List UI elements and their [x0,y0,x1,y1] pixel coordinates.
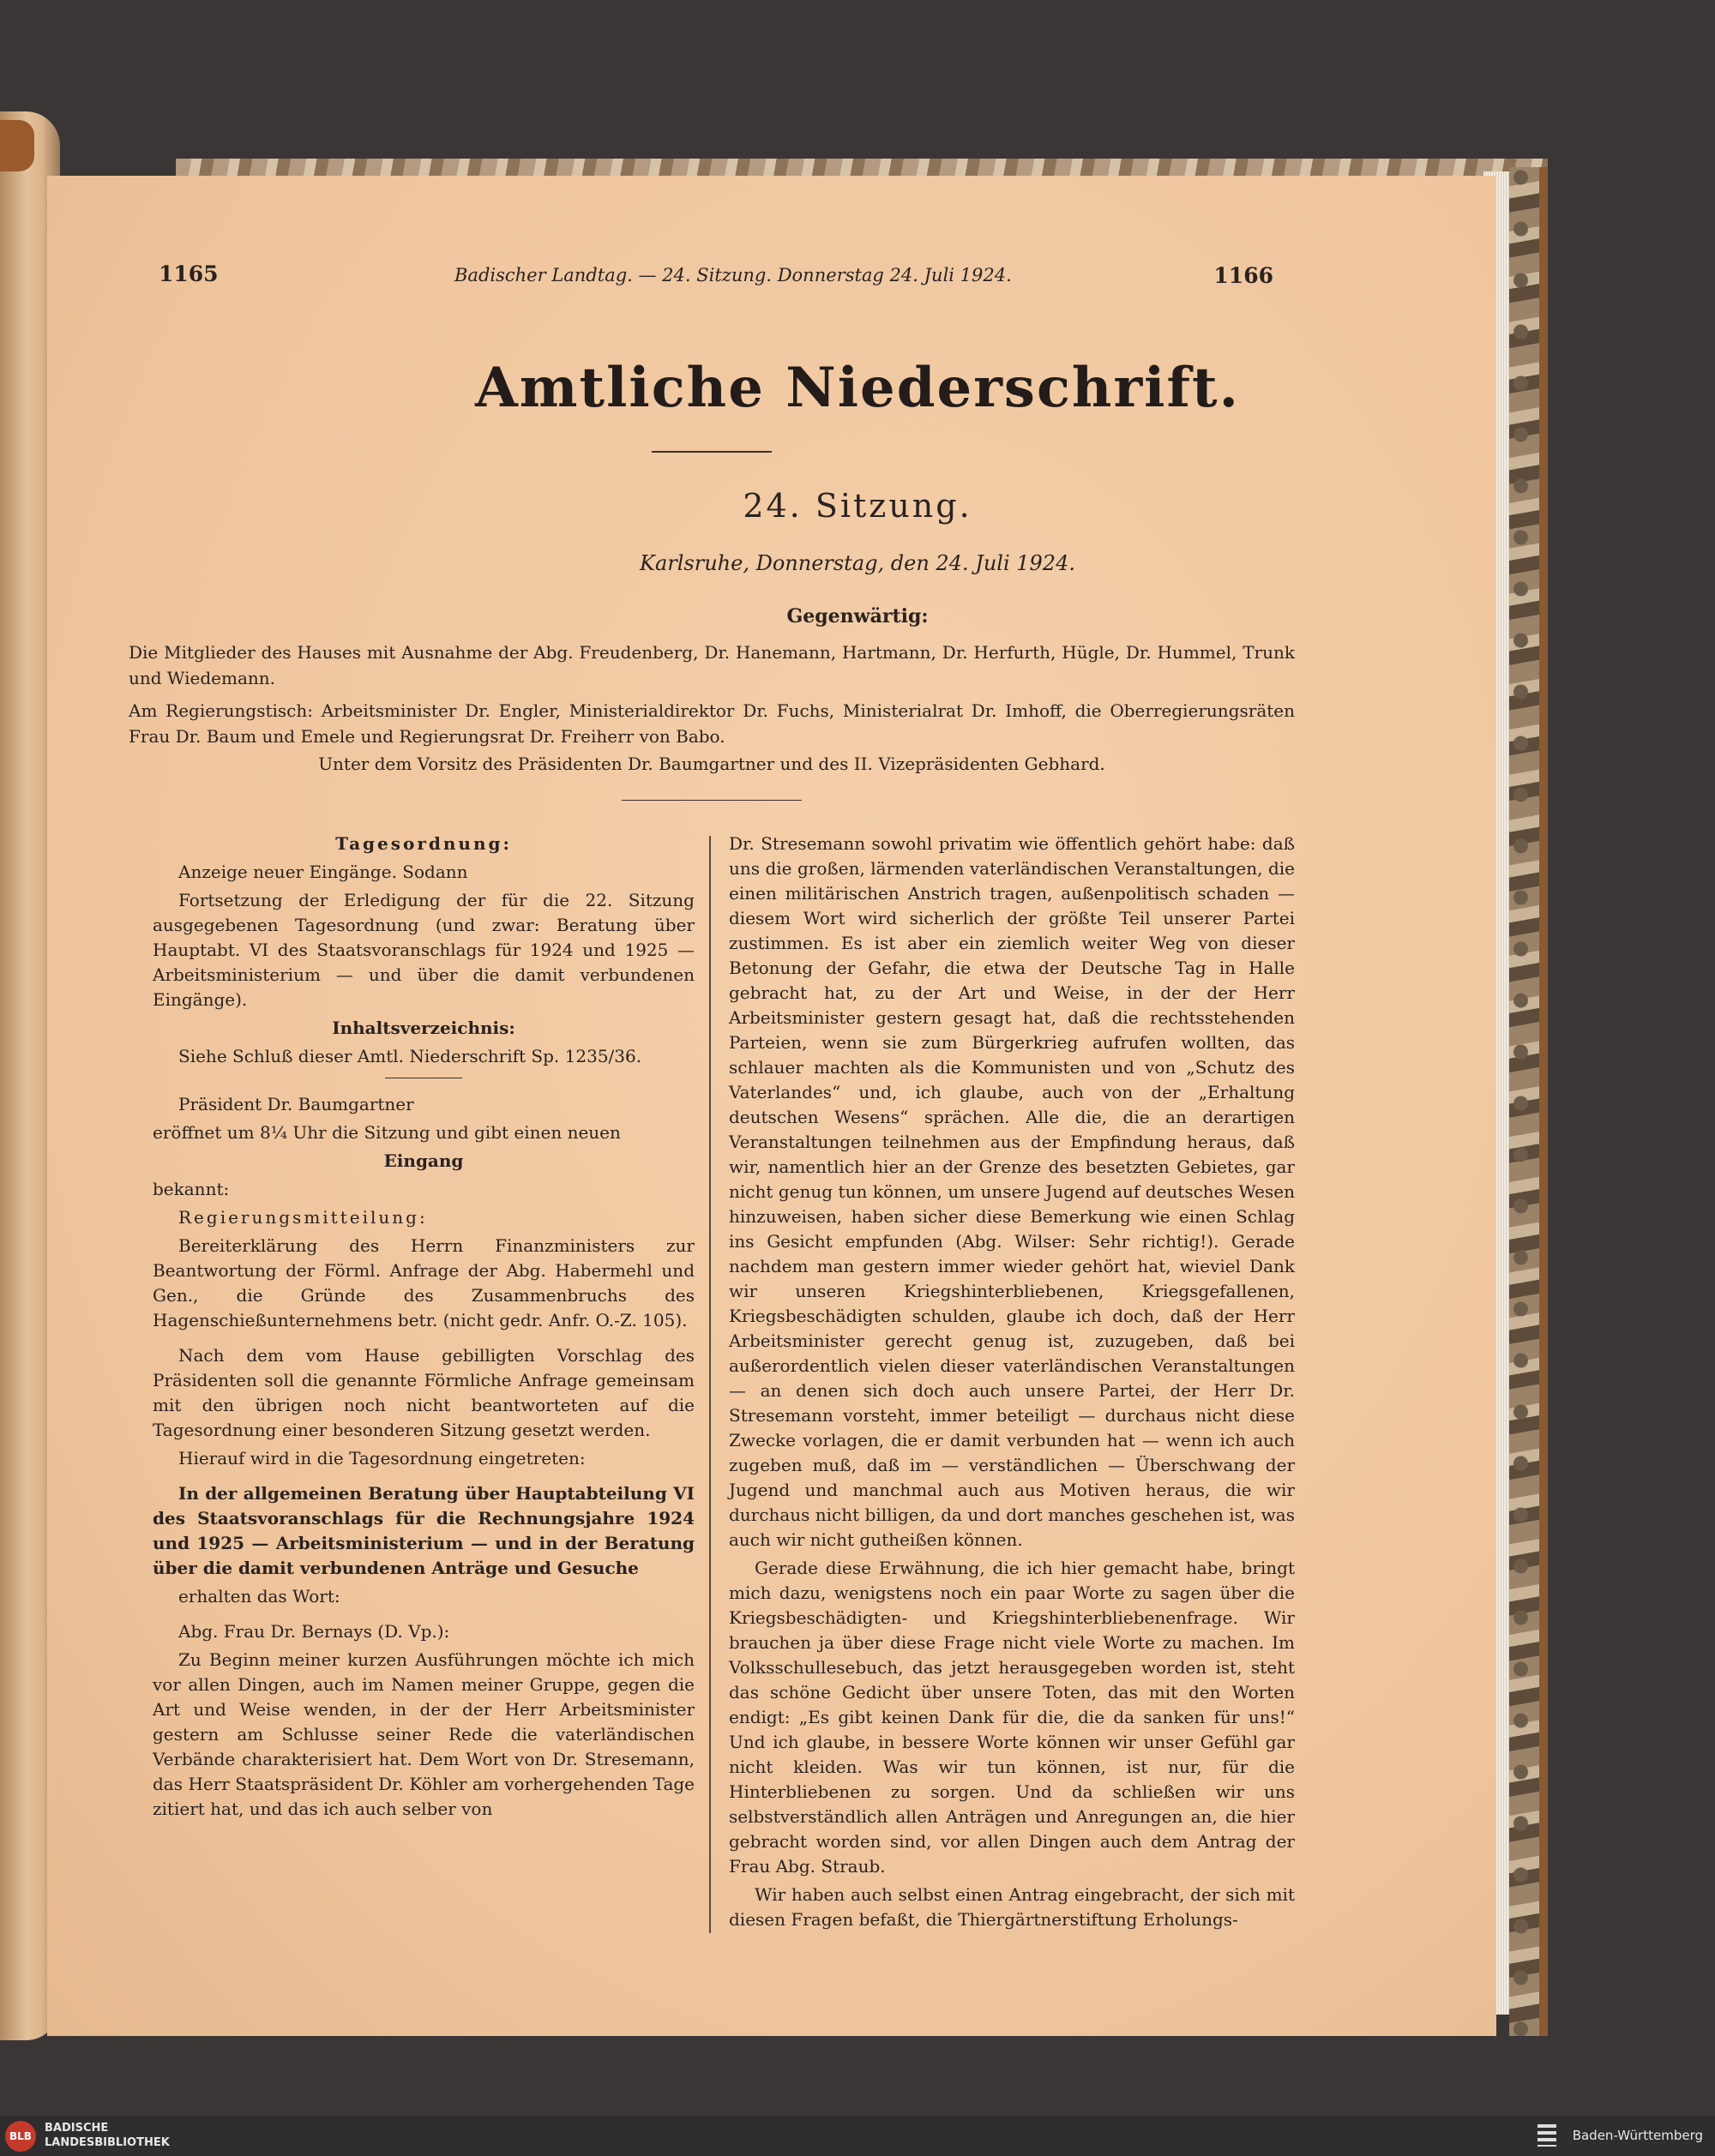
place-date: Karlsruhe, Donnerstag, den 24. Juli 1924. [640,551,1075,575]
page-header [159,261,1273,296]
right-column [729,832,1295,1936]
document-title: Amtliche Niederschrift. [475,356,1240,420]
erhalten-text: erhalten das Wort: [178,1586,340,1606]
library-name-line1: BADISCHE [45,2122,109,2135]
index-heading: Inhaltsverzeichnis: [332,1018,515,1038]
board-edge [1539,167,1548,2036]
page-number-right: 1166 [1213,263,1273,288]
opening-text: eröffnet um 8¼ Uhr die Sitzung und gibt einen neuen [153,1122,621,1143]
hierauf-text: Hierauf wird in die Tagesordnung eingetreten: [178,1448,586,1468]
speech-paragraph-1: Dr. Stresemann sowohl privatim wie öffentlich gehört habe: daß uns die großen, lärmenden vaterländischen Veranstaltungen, die einen militärischen Anstrich tragen, außenpolitisch schaden — diesem Wort wird sicherlich der größte Teil unserer Partei zustimmen. Es ist aber ein ziemlich weiter Weg von dieser Betonung der Gefahr, die etwa der Deutsche Tag in Halle gebracht hat, zu der Art und Weise, in der der Herr Arbeitsminister gestern gesagt hat, daß die rechtsstehenden Parteien, wenn sie zum Bürgerkrieg aufrufen wollten, das schlauer machten als die Kommunisten und von „Schutz des Vaterlandes“ und, ich glaube, auch von der „Erhaltung deutschen Wesens“ sprächen. Alle die, die an derartigen Veranstaltungen teilnehmen aus der Empfindung heraus, daß wir, namentlich hier an der Grenze des besetzten Gebietes, gar nicht genug tun können, um unsere Jugend auf deutsches Wesen hinzuweisen, haben sicher diese Bemerkung wie einen Schlag ins Gesicht empfunden (Abg. Wilser: Sehr richtig!). Gerade nachdem man gestern immer wieder gehört hat, wieviel Dank wir unseren Kriegshinterbliebenen, Kriegsgefallenen, Kriegsbeschädigten schulden, glaube ich doch, daß der Herr Arbeitsminister gerecht genug ist, zuzugeben, daß bei außerordentlich vielen dieser vaterländischen Veranstaltungen — an denen sich doch auch unsere Partei, der Herr Dr. Stresemann vorsteht, immer beteiligt — durchaus nicht diese Zwecke vorlagen, die er damit verbunden hat — wenn ich auch zugeben muß, daß im — verständlichen — Überschwang der Jugend und manchmal auch aus Motiven heraus, die wir durchaus nicht billigen, da und dort manches geschehen ist, was auch wir nicht gutheißen können. [729,833,1295,1550]
left-column [153,832,695,1825]
library-name [45,2121,170,2150]
session-title: 24. Sitzung. [743,487,972,525]
viewer-footer [0,2116,1715,2156]
speaker-name: Abg. Frau Dr. Bernays (D. Vp.): [178,1621,450,1642]
blb-logo[interactable]: BLB [5,2121,36,2152]
running-title: Badischer Landtag. — 24. Sitzung. Donnerstag 24. Juli 1924. [454,265,1012,285]
section-rule [622,800,802,801]
speech-paragraph-3: Wir haben auch selbst einen Antrag eingebracht, der sich mit diesen Fragen befaßt, die Thiergärtnerstiftung Erholungs- [729,1884,1295,1930]
library-name-line2: LANDESBIBLIOTHEK [45,2136,170,2149]
government-notice-heading: Regierungsmitteilung: [178,1207,428,1228]
state-logo-text[interactable]: Baden-Württemberg [1572,2128,1703,2143]
agenda-item-1: Anzeige neuer Eingänge. Sodann [178,862,468,882]
index-text: Siehe Schluß dieser Amtl. Niederschrift Sp. 1235/36. [178,1046,642,1066]
eingang-heading: Eingang [383,1150,464,1171]
speech-text: Zu Beginn meiner kurzen Ausführungen möchte ich mich vor allen Dingen, auch im Namen meiner Gruppe, gegen die Art und Weise wenden, in der der Herr Arbeitsminister gestern am Schlusse seiner Rede die vaterländischen Verbände charakterisiert hat. Dem Wort von Dr. Stresemann, das Herr Staatspräsident Dr. Köhler am vorhergehenden Tage zitiert hat, und das ich auch selber von [153,1649,695,1819]
present-government: Am Regierungstisch: Arbeitsminister Dr. Engler, Ministerialdirektor Dr. Fuchs, Ministerialrat Dr. Imhoff, die Oberregierungsräten Frau Dr. Baum und Emele und Regierungsrat Dr. Freiherr von Babo. [129,700,1295,747]
president-name: Präsident Dr. Baumgartner [178,1094,414,1114]
speech-paragraph-2: Gerade diese Erwähnung, die ich hier gemacht habe, bringt mich dazu, wenigstens noch ein paar Worte zu sagen über die Kriegsbeschädigten- und Kriegshinterbliebenenfrage. Wir brauchen ja über diese Frage nicht viele Worte zu machen. Im Volksschullesebuch, das jetzt herausgegeben worden ist, steht das schöne Gedicht über unsere Toten, das mit den Worten endigt: „Es gibt keinen Dank für die, die da sanken für uns!“ Und ich glaube, in bessere Worte können wir unser Gefühl gar nicht kleiden. Was wir tun können, ist nur, für die Hinterbliebenen zu sorgen. Und da schließen wir uns selbstverständlich allen Anträgen und Anregungen an, die hier gebracht worden sind, vor allen Dingen auch dem Antrag der Frau Abg. Straub. [729,1558,1295,1877]
bookmark-ribbon [0,120,34,171]
agenda-item-2: Fortsetzung der Erledigung der für die 22. Sitzung ausgegebenen Tagesordnung (und zwar: Beratung über Hauptabt. VI des Staatsvoranschlags für 1924 und 1925 — Arbeitsministerium — und über die damit verbundenen Eingänge). [153,890,695,1010]
bekannt-text: bekannt: [153,1179,230,1199]
agenda-heading: Tagesordnung: [335,833,512,854]
column-separator [709,836,711,1933]
coat-of-arms-icon [1537,2124,1556,2147]
present-heading: Gegenwärtig: [786,605,929,628]
present-members: Die Mitglieder des Hauses mit Ausnahme der Abg. Freudenberg, Dr. Hanemann, Hartmann, Dr. Herfurth, Hügle, Dr. Hummel, Trunk und Wiedemann. [129,642,1295,688]
title-rule [652,451,772,453]
proposal-text: Nach dem vom Hause gebilligten Vorschlag des Präsidenten soll die genannte Förmliche Anfrage gemeinsam mit den übrigen noch nicht beantworteten auf die Tagesordnung einer besonderen Sitzung gesetzt werden. [153,1345,695,1440]
page-number-left: 1165 [159,261,219,286]
government-notice-text: Bereiterklärung des Herrn Finanzministers zur Beantwortung der Förml. Anfrage der Abg. Habermehl und Gen., die Gründe des Zusammenbruchs des Hagenschießunternehmens betr. (nicht gedr. Anfr. O.-Z. 105). [153,1235,695,1330]
debate-text: In der allgemeinen Beratung über Hauptabteilung VI des Staatsvoranschlags für die Rechnungsjahre 1924 und 1925 — Arbeitsministerium — und in der Beratung über die damit verbundenen Anträge und Gesuche [153,1483,695,1578]
present-chair: Unter dem Vorsitz des Präsidenten Dr. Baumgartner und des II. Vizepräsidenten Gebhard. [318,754,1105,774]
